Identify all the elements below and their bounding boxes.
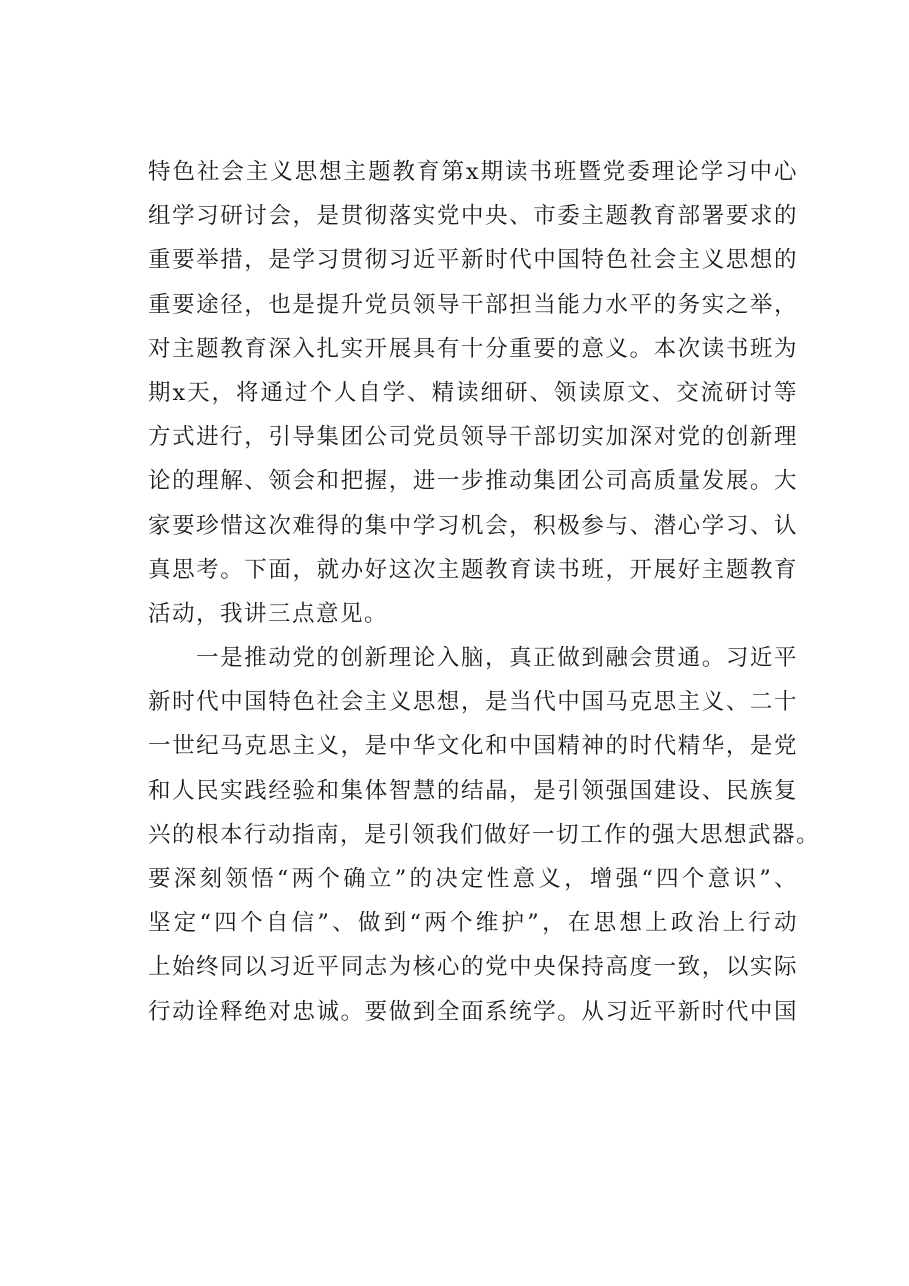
- paragraph-1: [148, 150, 798, 636]
- text-line: 一是推动党的创新理论入脑，真正做到融会贯通。习近平: [196, 645, 798, 672]
- text-line: 兴的根本行动指南，是引领我们做好一切工作的强大思想武器。: [148, 821, 821, 848]
- paragraph-2: [148, 636, 821, 1034]
- text-line: 组学习研讨会，是贯彻落实党中央、市委主题教育部署要求的: [148, 203, 798, 230]
- text-line: 新时代中国特色社会主义思想，是当代中国马克思主义、二十: [148, 689, 798, 716]
- document-body: [148, 150, 821, 1034]
- text-line: 对主题教育深入扎实开展具有十分重要的意义。本次读书班为: [148, 335, 798, 362]
- text-line: 要深刻领悟“两个确立”的决定性意义，增强“四个意识”、: [148, 866, 798, 892]
- text-line: 论的理解、领会和把握，进一步推动集团公司高质量发展。大: [148, 468, 798, 495]
- text-line: 坚定“四个自信”、做到“两个维护”，在思想上政治上行动: [148, 910, 798, 937]
- text-line: 重要举措，是学习贯彻习近平新时代中国特色社会主义思想的: [148, 247, 798, 274]
- text-line: 方式进行，引导集团公司党员领导干部切实加深对党的创新理: [148, 424, 798, 451]
- text-line: 真思考。下面，就办好这次主题教育读书班，开展好主题教育: [148, 556, 798, 583]
- text-line: 家要珍惜这次难得的集中学习机会，积极参与、潜心学习、认: [148, 512, 798, 539]
- text-line: 重要途径，也是提升党员领导干部担当能力水平的务实之举，: [148, 291, 798, 318]
- text-line: 特色社会主义思想主题教育第x期读书班暨党委理论学习中心: [148, 159, 798, 185]
- text-line: 期x天，将通过个人自学、精读细研、领读原文、交流研讨等: [148, 379, 798, 406]
- text-line: 行动诠释绝对忠诚。要做到全面系统学。从习近平新时代中国: [148, 998, 798, 1025]
- text-line: 活动，我讲三点意见。: [148, 600, 389, 627]
- text-line: 一世纪马克思主义，是中华文化和中国精神的时代精华，是党: [148, 733, 798, 760]
- text-line: 上始终同以习近平同志为核心的党中央保持高度一致，以实际: [148, 954, 798, 981]
- text-line: 和人民实践经验和集体智慧的结晶，是引领强国建设、民族复: [148, 777, 798, 804]
